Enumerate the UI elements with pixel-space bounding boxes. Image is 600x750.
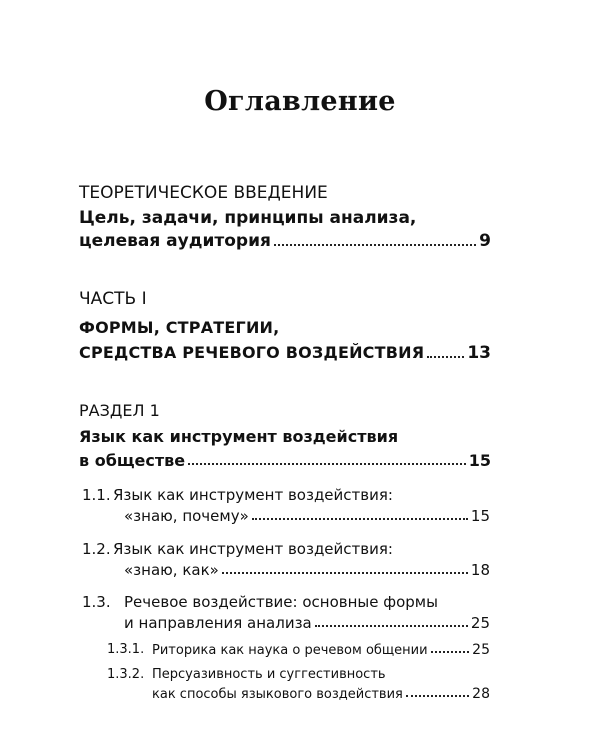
entry-1-3-line2: и направления анализа	[124, 614, 312, 632]
entry-1-3-page-number: 25	[470, 614, 490, 632]
section1-entry[interactable]	[79, 451, 491, 470]
dot-leader	[274, 244, 476, 246]
entry-1-1[interactable]	[124, 507, 490, 525]
entry-1-1-page-number: 15	[470, 507, 490, 525]
entry-1-3-1-number: 1.3.1.	[107, 642, 145, 657]
entry-1-1-number: 1.1.	[82, 486, 111, 504]
dot-leader	[252, 518, 468, 520]
entry-1-3-2[interactable]	[152, 686, 490, 702]
intro-title-line1: Цель, задачи, принципы анализа,	[79, 208, 417, 228]
entry-1-2-line2: «знаю, как»	[124, 561, 219, 579]
entry-1-2-number: 1.2.	[82, 540, 111, 558]
dot-leader	[188, 463, 466, 465]
entry-1-3-2-page-number: 28	[472, 686, 490, 702]
entry-1-3-number: 1.3.	[82, 593, 111, 611]
part1-label: ЧАСТЬ I	[79, 289, 147, 309]
entry-1-3-1-line1: Риторика как наука о речевом общении	[152, 643, 428, 658]
entry-1-1-line1: Язык как инструмент воздействия:	[113, 486, 393, 504]
entry-1-3[interactable]	[124, 614, 490, 632]
entry-1-3-2-number: 1.3.2.	[107, 667, 145, 682]
dot-leader	[222, 572, 468, 574]
part1-page-number: 13	[467, 343, 491, 363]
intro-page-number: 9	[479, 231, 491, 251]
entry-1-3-2-line2: как способы языкового воздействия	[152, 687, 403, 702]
intro-title-line2: целевая аудитория	[79, 231, 271, 251]
dot-leader	[315, 625, 468, 627]
entry-1-1-line2: «знаю, почему»	[124, 507, 249, 525]
section1-page-number: 15	[468, 451, 491, 470]
entry-1-3-line1: Речевое воздействие: основные формы	[124, 593, 438, 611]
part1-entry[interactable]	[79, 343, 491, 363]
entry-1-3-1-page-number: 25	[472, 642, 490, 658]
dot-leader	[406, 695, 469, 697]
entry-1-3-1[interactable]	[152, 642, 490, 658]
entry-1-2-page-number: 18	[470, 561, 490, 579]
section1-title-line2: в обществе	[79, 451, 186, 470]
part1-title-line2: СРЕДСТВА РЕЧЕВОГО ВОЗДЕЙСТВИЯ	[79, 343, 425, 362]
page-title: Оглавление	[204, 86, 396, 117]
dot-leader	[431, 651, 470, 653]
part1-title-line1: ФОРМЫ, СТРАТЕГИИ,	[79, 318, 280, 337]
section1-title-line1: Язык как инструмент воздействия	[79, 427, 399, 446]
entry-1-2-line1: Язык как инструмент воздействия:	[113, 540, 393, 558]
intro-label: ТЕОРЕТИЧЕСКОЕ ВВЕДЕНИЕ	[79, 183, 328, 203]
intro-entry[interactable]	[79, 231, 491, 251]
entry-1-3-2-line1: Персуазивность и суггестивность	[152, 667, 386, 682]
section1-label: РАЗДЕЛ 1	[79, 401, 160, 420]
entry-1-2[interactable]	[124, 561, 490, 579]
dot-leader	[427, 356, 464, 358]
